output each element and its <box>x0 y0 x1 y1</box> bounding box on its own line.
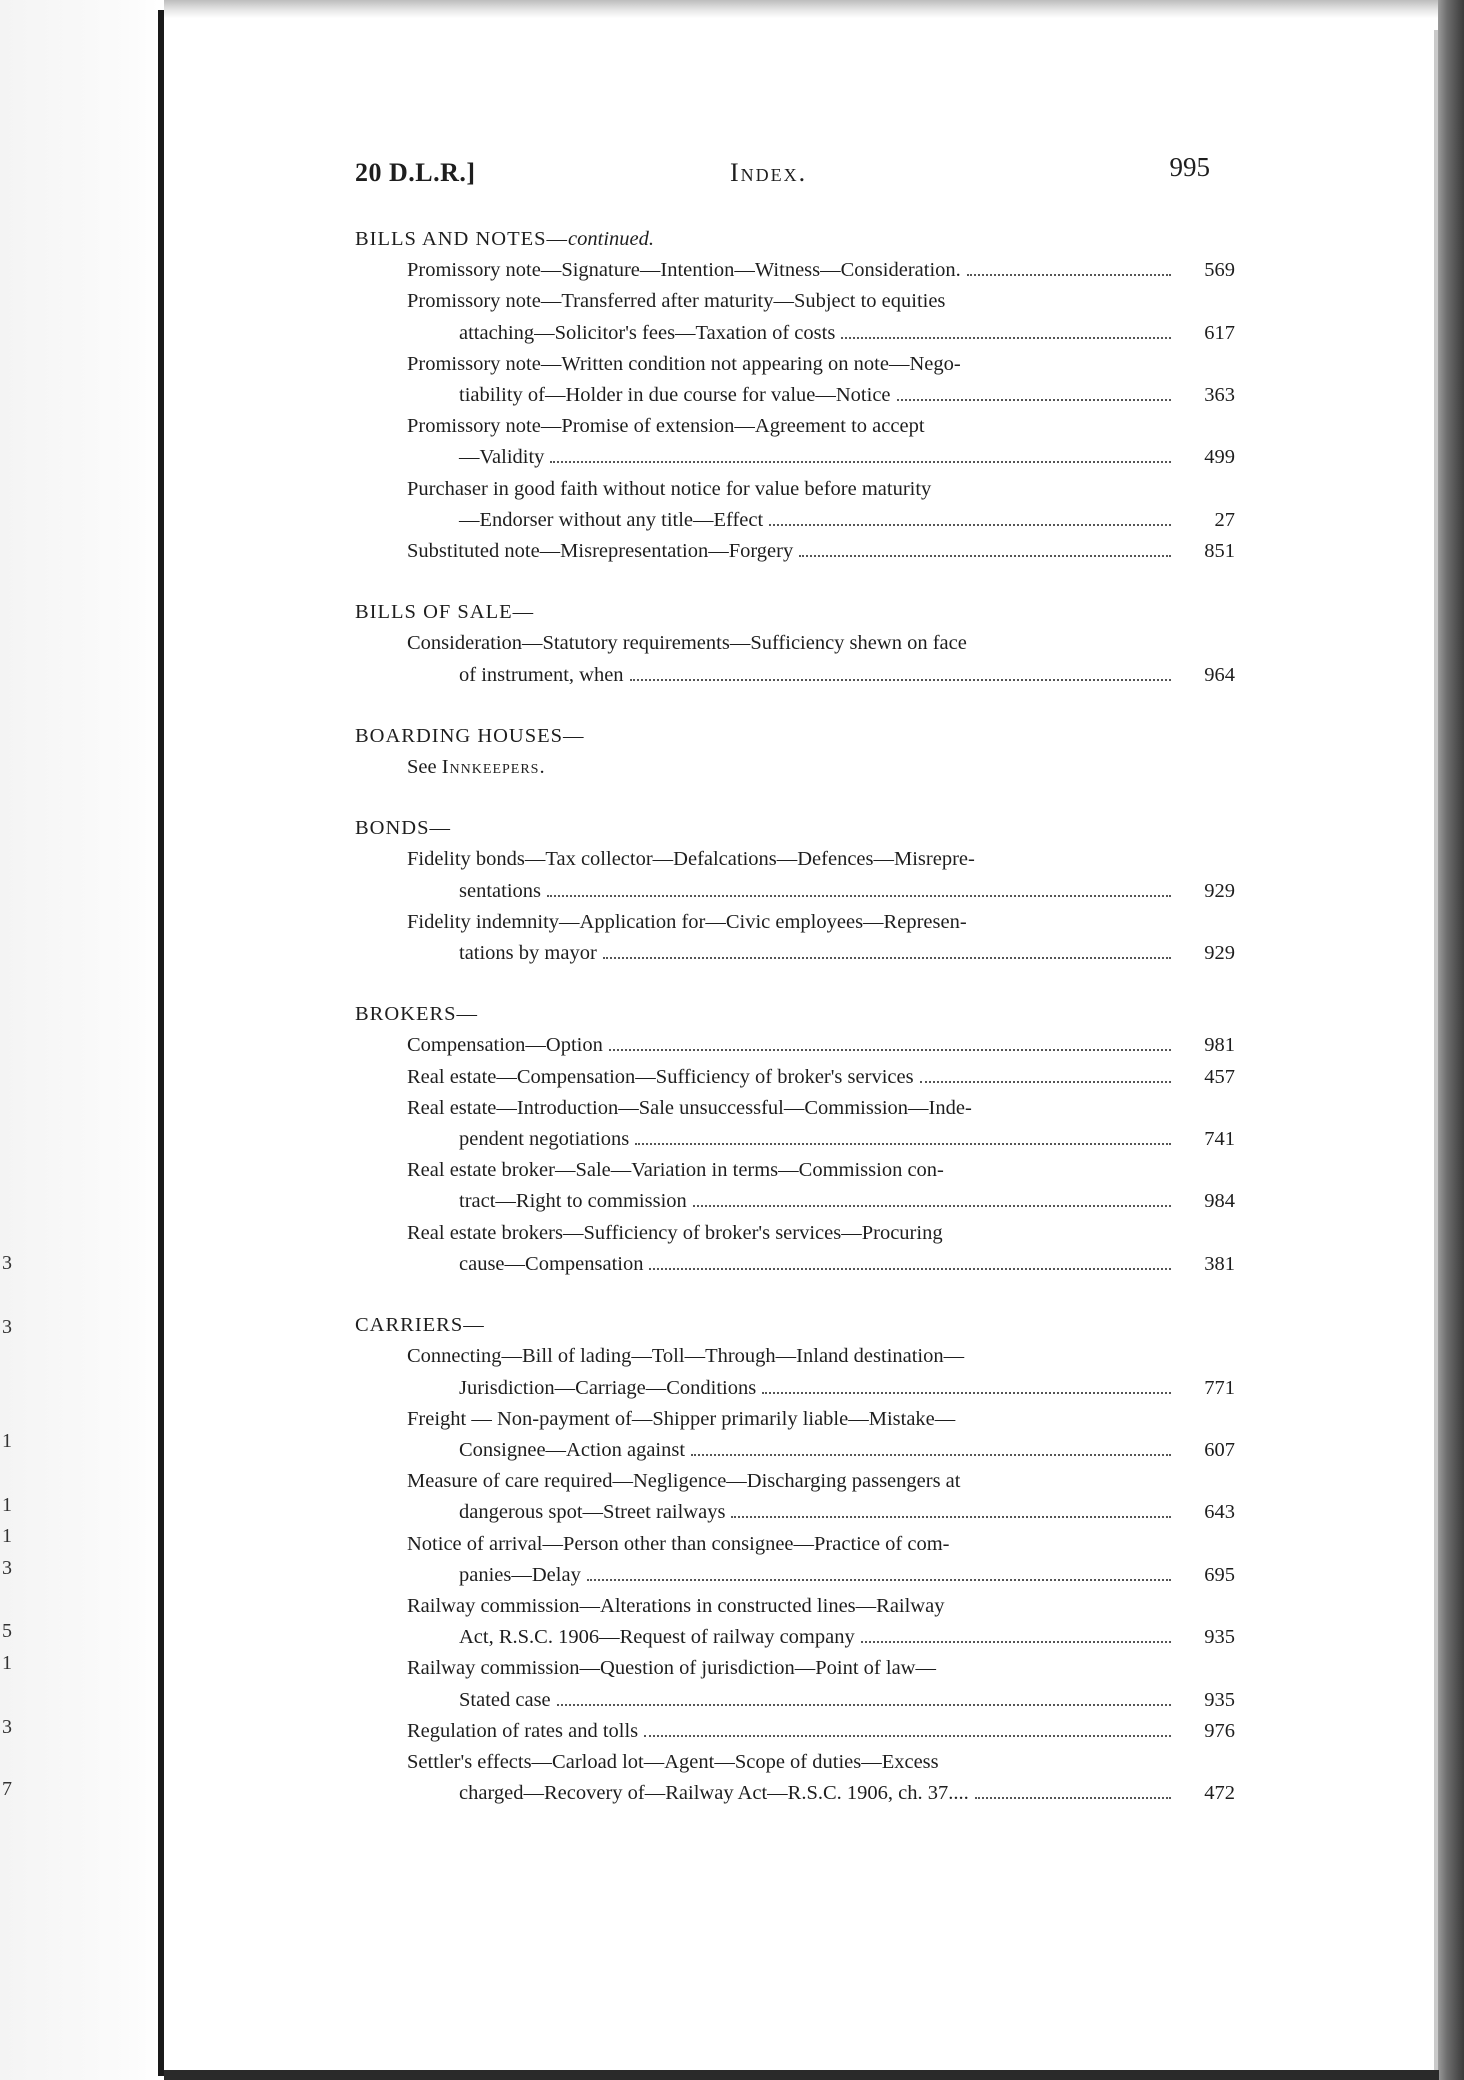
entry-text: Promissory note—Promise of extension—Agreement to accept <box>407 415 925 438</box>
scan-bottom-edge <box>164 2070 1439 2080</box>
entry-continuation <box>407 1373 1177 1404</box>
entry-text <box>407 536 1177 567</box>
entry-page-number: 771 <box>1204 1376 1235 1399</box>
entry-page-number: 381 <box>1204 1252 1235 1275</box>
see-reference <box>355 752 1235 783</box>
entry-text: Real estate—Introduction—Sale unsuccessful—Commission—Inde- <box>407 1096 972 1119</box>
scan-top-edge <box>164 0 1439 18</box>
entry-page-number: 607 <box>1204 1438 1235 1461</box>
entry-continuation <box>407 1124 1177 1155</box>
entry-page-number: 617 <box>1204 321 1235 344</box>
entry-continuation <box>407 938 1177 969</box>
index-section <box>355 999 1235 1280</box>
entry-text: Consideration—Statutory requirements—Sufficiency shewn on face <box>407 632 967 655</box>
entry-page-number: 695 <box>1204 1563 1235 1586</box>
entry-text <box>407 255 1177 286</box>
dot-leader <box>731 1504 1171 1518</box>
entry-text: Railway commission—Question of jurisdiction—Point of law— <box>407 1657 936 1680</box>
entry-text <box>407 1062 1177 1093</box>
entry-text: Notice of arrival—Person other than consignee—Practice of com- <box>407 1532 950 1555</box>
entry-line-text: Compensation—Option <box>407 1034 603 1057</box>
entry-line-text: —Validity <box>459 446 545 469</box>
entry-continuation <box>407 1186 1177 1217</box>
entry-page-number: 27 <box>1214 508 1235 531</box>
entry-text: Connecting—Bill of lading—Toll—Through—Inland destination— <box>407 1345 965 1368</box>
dot-leader <box>799 543 1171 557</box>
see-prefix: See <box>407 756 442 779</box>
entry-continuation <box>407 1249 1177 1280</box>
entry-continuation <box>407 380 1177 411</box>
dot-leader <box>897 387 1171 401</box>
entry-line-text: tiability of—Holder in due course for value—Notice <box>459 384 891 407</box>
index-entry <box>355 411 1235 473</box>
entry-page-number: 984 <box>1204 1190 1235 1213</box>
dot-leader <box>547 882 1171 896</box>
entry-page-number: 935 <box>1204 1688 1235 1711</box>
entry-page-number: 741 <box>1204 1128 1235 1151</box>
entry-text <box>407 1030 1177 1061</box>
index-entry <box>355 474 1235 536</box>
entry-text: Freight — Non-payment of—Shipper primarily liable—Mistake— <box>407 1407 956 1430</box>
entry-line-text: of instrument, when <box>459 663 624 686</box>
entry-line-text: charged—Recovery of—Railway Act—R.S.C. 1906, ch. 37.... <box>459 1782 969 1805</box>
entry-continuation <box>407 505 1177 536</box>
dot-leader <box>691 1442 1171 1456</box>
entry-page-number: 929 <box>1204 879 1235 902</box>
margin-char: 1 <box>2 1430 12 1452</box>
dot-leader <box>975 1785 1171 1799</box>
section-heading-text: BROKERS— <box>355 1003 479 1026</box>
entry-line-text: panies—Delay <box>459 1563 581 1586</box>
margin-char: 1 <box>2 1652 12 1674</box>
running-head <box>355 150 1235 194</box>
index-entry <box>355 1062 1235 1093</box>
scan-left-margin <box>0 0 158 2080</box>
entry-line-text: Promissory note—Signature—Intention—Witness—Consideration. <box>407 259 961 282</box>
margin-char: 3 <box>2 1252 12 1274</box>
entry-text: Fidelity indemnity—Application for—Civic employees—Represen- <box>407 910 967 933</box>
entry-page-number: 964 <box>1204 663 1235 686</box>
entry-continuation <box>407 1685 1177 1716</box>
dot-leader <box>609 1037 1171 1051</box>
index-entry <box>355 1404 1235 1466</box>
index-entry <box>355 1591 1235 1653</box>
facing-page-margin <box>2 0 22 2080</box>
entry-page-number: 643 <box>1204 1501 1235 1524</box>
entry-line-text: Act, R.S.C. 1906—Request of railway company <box>459 1626 855 1649</box>
index-section <box>355 813 1235 969</box>
entry-page-number: 935 <box>1204 1626 1235 1649</box>
index-entry <box>355 1747 1235 1809</box>
page-title: Index. <box>730 158 808 187</box>
section-heading-text: BILLS OF SALE— <box>355 601 535 624</box>
entry-continuation <box>407 1778 1177 1809</box>
index-entry <box>355 286 1235 348</box>
entry-continuation <box>407 876 1177 907</box>
index-entry <box>355 844 1235 906</box>
dot-leader <box>550 449 1171 463</box>
margin-char: 5 <box>2 1620 12 1642</box>
dot-leader <box>841 324 1171 338</box>
entry-continuation <box>407 660 1177 691</box>
volume-reference: 20 D.L.R.] <box>355 158 476 187</box>
index-entry <box>355 1716 1235 1747</box>
entry-line-text: —Endorser without any title—Effect <box>459 508 764 531</box>
entry-continuation <box>407 1435 1177 1466</box>
section-heading-text: BILLS AND NOTES— <box>355 228 569 250</box>
entry-continuation <box>407 1497 1177 1528</box>
section-heading <box>355 721 1235 752</box>
entry-text: Promissory note—Written condition not appearing on note—Nego- <box>407 352 961 375</box>
entry-text: Real estate brokers—Sufficiency of broker's services—Procuring <box>407 1221 943 1244</box>
entry-line-text: Substituted note—Misrepresentation—Forgery <box>407 540 794 563</box>
index-section <box>355 1310 1235 1809</box>
entry-text <box>407 1716 1177 1747</box>
index-section <box>355 721 1235 783</box>
section-heading <box>355 597 1235 628</box>
section-heading <box>355 224 1235 255</box>
margin-char: 1 <box>2 1525 12 1547</box>
index-entry <box>355 349 1235 411</box>
entry-text: Measure of care required—Negligence—Discharging passengers at <box>407 1470 961 1493</box>
dot-leader <box>644 1722 1171 1736</box>
dot-leader <box>861 1629 1171 1643</box>
dot-leader <box>967 262 1171 276</box>
dot-leader <box>603 945 1171 959</box>
dot-leader <box>693 1193 1171 1207</box>
index-entry <box>355 628 1235 690</box>
entry-page-number: 499 <box>1204 446 1235 469</box>
index-entry <box>355 1529 1235 1591</box>
index-entry <box>355 1093 1235 1155</box>
index-section <box>355 597 1235 691</box>
entry-continuation <box>407 442 1177 473</box>
page-number: 995 <box>1169 152 1210 182</box>
entry-page-number: 472 <box>1204 1782 1235 1805</box>
margin-char: 3 <box>2 1316 12 1338</box>
section-heading <box>355 1310 1235 1341</box>
scan-right-edge <box>1438 0 1464 2080</box>
entry-page-number: 981 <box>1204 1034 1235 1057</box>
dot-leader <box>557 1691 1171 1705</box>
entry-text: Promissory note—Transferred after maturity—Subject to equities <box>407 290 946 313</box>
entry-line-text: Regulation of rates and tolls <box>407 1719 639 1742</box>
dot-leader <box>920 1068 1171 1082</box>
entry-line-text: Real estate—Compensation—Sufficiency of broker's services <box>407 1065 914 1088</box>
dot-leader <box>769 512 1171 526</box>
index-section <box>355 224 1235 567</box>
dot-leader <box>630 666 1171 680</box>
section-heading-text: BOARDING HOUSES— <box>355 724 585 747</box>
section-heading-suffix: continued. <box>568 228 655 250</box>
index-entry <box>355 1341 1235 1403</box>
entry-text: Railway commission—Alterations in constructed lines—Railway <box>407 1594 945 1617</box>
dot-leader <box>762 1379 1171 1393</box>
entry-continuation <box>407 318 1177 349</box>
entry-text: Purchaser in good faith without notice for value before maturity <box>407 477 932 500</box>
entry-line-text: Stated case <box>459 1688 551 1711</box>
section-heading <box>355 999 1235 1030</box>
entry-page-number: 976 <box>1204 1719 1235 1742</box>
index-entry <box>355 1466 1235 1528</box>
index-body <box>355 224 1235 1809</box>
margin-char: 7 <box>2 1778 12 1800</box>
entry-line-text: pendent negotiations <box>459 1128 630 1151</box>
section-heading <box>355 813 1235 844</box>
entry-line-text: tract—Right to commission <box>459 1190 687 1213</box>
dot-leader <box>649 1256 1171 1270</box>
entry-line-text: cause—Compensation <box>459 1252 644 1275</box>
entry-line-text: Jurisdiction—Carriage—Conditions <box>459 1376 757 1399</box>
index-entry <box>355 255 1235 286</box>
index-entry <box>355 907 1235 969</box>
entry-page-number: 851 <box>1204 540 1235 563</box>
entry-page-number: 569 <box>1204 259 1235 282</box>
section-heading-text: BONDS— <box>355 817 451 840</box>
index-page <box>355 150 1235 1839</box>
entry-line-text: Consignee—Action against <box>459 1438 686 1461</box>
entry-page-number: 929 <box>1204 942 1235 965</box>
entry-text: Real estate broker—Sale—Variation in terms—Commission con- <box>407 1159 944 1182</box>
section-heading-text: CARRIERS— <box>355 1314 485 1337</box>
index-entry <box>355 1155 1235 1217</box>
entry-line-text: tations by mayor <box>459 942 597 965</box>
entry-page-number: 363 <box>1204 384 1235 407</box>
dot-leader <box>587 1566 1171 1580</box>
entry-page-number: 457 <box>1204 1065 1235 1088</box>
entry-line-text: attaching—Solicitor's fees—Taxation of costs <box>459 321 836 344</box>
index-entry <box>355 1653 1235 1715</box>
index-entry <box>355 1030 1235 1061</box>
margin-char: 3 <box>2 1716 12 1738</box>
entry-continuation <box>407 1560 1177 1591</box>
margin-char: 3 <box>2 1557 12 1579</box>
dot-leader <box>635 1131 1171 1145</box>
index-entry <box>355 536 1235 567</box>
entry-line-text: sentations <box>459 879 541 902</box>
see-target: Innkeepers. <box>441 756 546 779</box>
entry-line-text: dangerous spot—Street railways <box>459 1501 726 1524</box>
index-entry <box>355 1218 1235 1280</box>
page-gutter-line <box>158 10 164 2076</box>
entry-text: Fidelity bonds—Tax collector—Defalcations—Defences—Misrepre- <box>407 848 975 871</box>
margin-char: 1 <box>2 1494 12 1516</box>
entry-text: Settler's effects—Carload lot—Agent—Scope of duties—Excess <box>407 1750 939 1773</box>
entry-continuation <box>407 1622 1177 1653</box>
